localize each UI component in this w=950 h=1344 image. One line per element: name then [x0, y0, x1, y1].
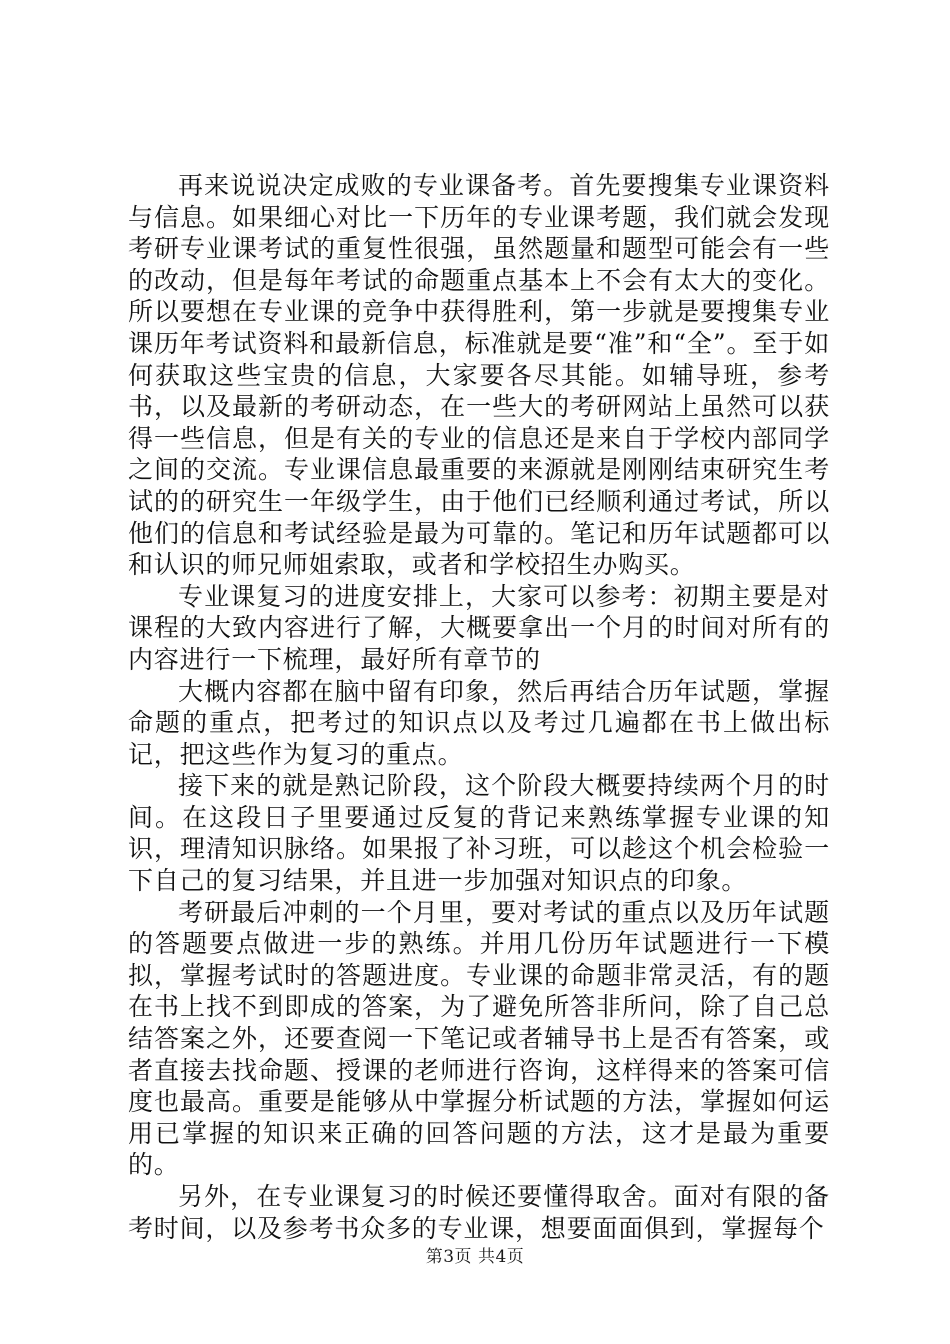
paragraph-3: 大概内容都在脑中留有印象，然后再结合历年试题，掌握命题的重点，把考过的知识点以及考过几遍都在书上做出标记，把这些作为复习的重点。	[128, 676, 830, 769]
paragraph-5: 考研最后冲刺的一个月里，要对考试的重点以及历年试题的答题要点做进一步的熟练。并用几份历年试题进行一下模拟，掌握考试时的答题进度。专业课的命题非常灵活，有的题在书上找不到即成的答案，为了避免所答非所问，除了自己总结答案之外，还要查阅一下笔记或者辅导书上是否有答案，或者直接去找命题、授课的老师进行咨询，这样得来的答案可信度也最高。重要是能够从中掌握分析试题的方法，掌握如何运用已掌握的知识来正确的回答问题的方法，这才是最为重要的。	[128, 897, 830, 1180]
paragraph-4: 接下来的就是熟记阶段，这个阶段大概要持续两个月的时间。在这段日子里要通过反复的背记来熟练掌握专业课的知识，理清知识脉络。如果报了补习班，可以趁这个机会检验一下自己的复习结果，并且进一步加强对知识点的印象。	[128, 771, 830, 896]
paragraph-2: 专业课复习的进度安排上，大家可以参考：初期主要是对课程的大致内容进行了解，大概要拿出一个月的时间对所有的内容进行一下梳理，最好所有章节的	[128, 581, 830, 674]
paragraph-6: 另外，在专业课复习的时候还要懂得取舍。面对有限的备考时间，以及参考书众多的专业课，想要面面俱到，掌握每个	[128, 1182, 830, 1243]
document-body	[128, 170, 830, 1244]
page-number-footer: 第3页 共4页	[425, 1247, 525, 1267]
paragraph-1: 再来说说决定成败的专业课备考。首先要搜集专业课资料与信息。如果细心对比一下历年的专业课考题，我们就会发现考研专业课考试的重复性很强，虽然题量和题型可能会有一些的改动，但是每年考试的命题重点基本上不会有太大的变化。所以要想在专业课的竞争中获得胜利，第一步就是要搜集专业课历年考试资料和最新信息，标准就是要“准”和“全”。至于如何获取这些宝贵的信息，大家要各尽其能。如辅导班，参考书，以及最新的考研动态，在一些大的考研网站上虽然可以获得一些信息，但是有关的专业的信息还是来自于学校内部同学之间的交流。专业课信息最重要的来源就是刚刚结束研究生考试的的研究生一年级学生，由于他们已经顺利通过考试，所以他们的信息和考试经验是最为可靠的。笔记和历年试题都可以和认识的师兄师姐索取，或者和学校招生办购买。	[128, 171, 830, 580]
